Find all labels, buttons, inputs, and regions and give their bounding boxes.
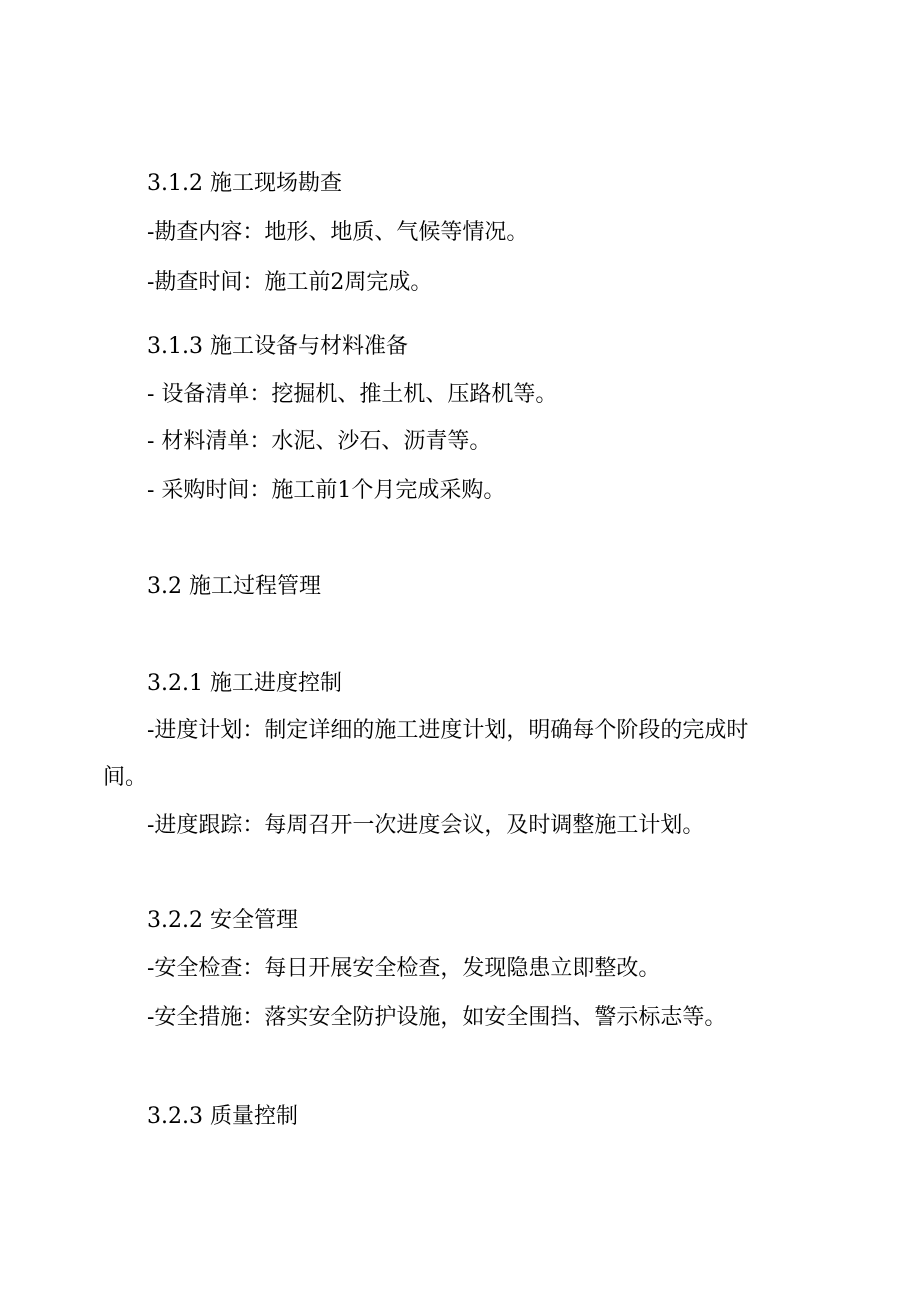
section-heading-3-2: 3.2 施工过程管理: [147, 574, 321, 599]
list-item: - 材料清单：水泥、沙石、沥青等。: [147, 429, 492, 454]
section-heading-3-1-2: 3.1.2 施工现场勘查: [147, 171, 342, 196]
list-item: - 设备清单：挖掘机、推土机、压路机等。: [147, 382, 558, 407]
section-heading-3-2-2: 3.2.2 安全管理: [147, 908, 298, 933]
list-item: -勘查内容：地形、地质、气候等情况。: [147, 220, 529, 245]
section-heading-3-2-3: 3.2.3 质量控制: [147, 1104, 298, 1129]
list-item: -进度跟踪：每周召开一次进度会议，及时调整施工计划。: [147, 813, 705, 838]
list-item: -进度计划：制定详细的施工进度计划，明确每个阶段的完成时: [147, 718, 749, 743]
list-item: -安全检查：每日开展安全检查，发现隐患立即整改。: [147, 956, 661, 981]
list-item-continuation: 间。: [103, 765, 148, 790]
list-item: - 采购时间：施工前1个月完成采购。: [147, 478, 506, 503]
section-heading-3-2-1: 3.2.1 施工进度控制: [147, 671, 342, 696]
list-item: -安全措施：落实安全防护设施，如安全围挡、警示标志等。: [147, 1005, 727, 1030]
section-heading-3-1-3: 3.1.3 施工设备与材料准备: [147, 334, 408, 359]
list-item: -勘查时间：施工前2周完成。: [147, 270, 433, 295]
